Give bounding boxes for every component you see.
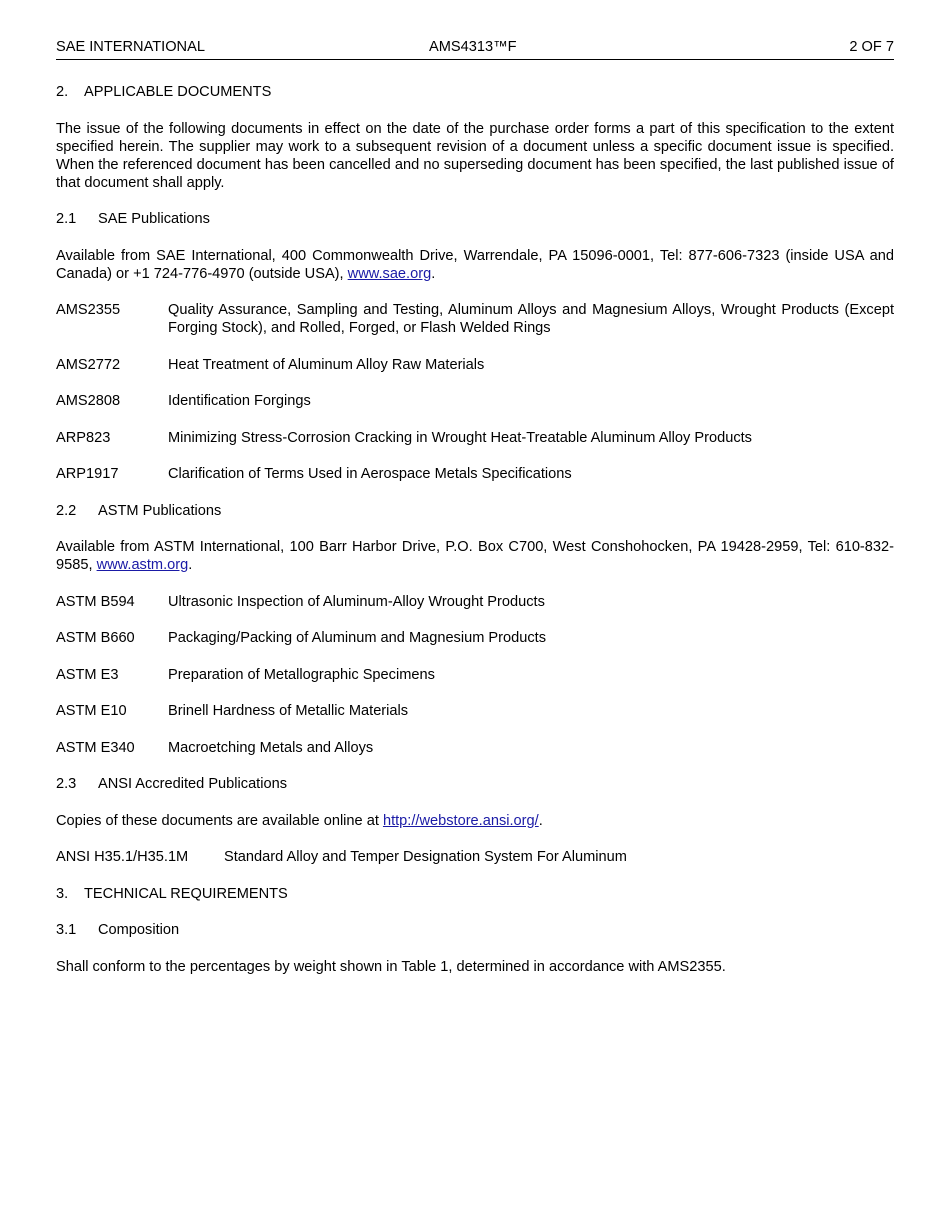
ref-row xyxy=(56,429,894,447)
ref-title: Preparation of Metallographic Specimens xyxy=(168,666,435,683)
section-2-2-heading xyxy=(56,502,894,520)
ref-row xyxy=(56,301,894,337)
ref-title: Standard Alloy and Temper Designation System For Aluminum xyxy=(224,849,627,865)
ref-title: Clarification of Terms Used in Aerospace Metals Specifications xyxy=(168,466,572,482)
astm-availability xyxy=(56,538,894,574)
ref-row xyxy=(56,848,894,866)
section-title: TECHNICAL REQUIREMENTS xyxy=(84,885,288,902)
availability-text: Available from ASTM International, 100 Barr Harbor Drive, P.O. Box C700, West Conshohocken, PA 19428-2959, Tel: 610-832-9585, xyxy=(56,539,894,573)
section-number: 3. xyxy=(56,885,69,902)
section-2-heading xyxy=(56,83,894,101)
availability-text: Available from SAE International, 400 Commonwealth Drive, Warrendale, PA 15096-0001, Tel: 877-606-7323 (inside USA and Canada) or +1 724-776-4970 (outside USA), xyxy=(56,247,894,282)
ref-code: ASTM E3 xyxy=(56,666,119,683)
ref-row xyxy=(56,356,894,374)
ref-code: ASTM B660 xyxy=(56,630,135,646)
section-number: 2.1 xyxy=(56,211,77,227)
ref-code: ASTM E340 xyxy=(56,739,135,756)
section-3-1-heading xyxy=(56,921,894,939)
punctuation: . xyxy=(188,557,193,573)
sae-link[interactable]: www.sae.org xyxy=(347,265,432,282)
section-2-1-heading xyxy=(56,210,894,228)
ref-title: Packaging/Packing of Aluminum and Magnesium Products xyxy=(168,630,547,646)
header-page-number: 2 OF 7 xyxy=(849,39,894,55)
ref-row xyxy=(56,465,894,483)
section-number: 2.2 xyxy=(56,502,77,519)
ref-code: AMS2355 xyxy=(56,302,121,318)
ref-title: Ultrasonic Inspection of Aluminum-Alloy Wrought Products xyxy=(168,593,545,610)
ref-code: ASTM E10 xyxy=(56,703,127,719)
section-2-3-heading xyxy=(56,775,894,793)
section-title: ASTM Publications xyxy=(98,502,222,519)
ref-code: ANSI H35.1/H35.1M xyxy=(56,849,189,865)
section-number: 3.1 xyxy=(56,922,77,938)
ref-row xyxy=(56,666,894,684)
ref-title: Brinell Hardness of Metallic Materials xyxy=(168,703,409,719)
ref-row xyxy=(56,629,894,647)
ref-code: ASTM B594 xyxy=(56,593,135,610)
section-number: 2. xyxy=(56,84,69,100)
ansi-availability xyxy=(56,812,894,830)
ref-row xyxy=(56,739,894,757)
section-3-heading xyxy=(56,885,894,903)
ref-title: Minimizing Stress-Corrosion Cracking in Wrought Heat-Treatable Aluminum Alloy Products xyxy=(168,429,752,446)
ansi-link[interactable]: http://webstore.ansi.org/ xyxy=(382,812,539,829)
punctuation: . xyxy=(538,812,543,829)
ref-code: ARP823 xyxy=(56,429,111,446)
ref-row xyxy=(56,392,894,410)
ref-title: Macroetching Metals and Alloys xyxy=(168,739,374,756)
header-doc-number: AMS4313™F xyxy=(429,39,517,55)
composition-text: Shall conform to the percentages by weight shown in Table 1, determined in accordance with AMS2355. xyxy=(56,958,726,975)
availability-text: Copies of these documents are available online at xyxy=(56,812,383,829)
section-number: 2.3 xyxy=(56,776,77,792)
section-title: ANSI Accredited Publications xyxy=(98,776,288,792)
ref-title: Heat Treatment of Aluminum Alloy Raw Materials xyxy=(168,356,485,373)
section-title: Composition xyxy=(98,922,180,938)
sae-availability xyxy=(56,247,894,283)
ref-code: AMS2808 xyxy=(56,393,121,409)
page-header xyxy=(56,38,894,60)
header-org: SAE INTERNATIONAL xyxy=(56,39,205,55)
astm-link[interactable]: www.astm.org xyxy=(96,557,189,573)
punctuation: . xyxy=(431,265,436,282)
document-body xyxy=(56,83,894,994)
section-title: SAE Publications xyxy=(98,211,210,227)
ref-code: ARP1917 xyxy=(56,466,119,482)
ref-code: AMS2772 xyxy=(56,356,121,373)
ref-row xyxy=(56,702,894,720)
section-title: APPLICABLE DOCUMENTS xyxy=(84,84,272,100)
ref-title: Quality Assurance, Sampling and Testing, Aluminum Alloys and Magnesium Alloys, Wrought Products (Except Forging Stock), and Rolled, Forged, or Flash Welded Rings xyxy=(168,302,894,336)
section-2-intro: The issue of the following documents in effect on the date of the purchase order forms a part of this specification to the extent specified herein. The supplier may work to a subsequent revision of a document unless a specific document issue is specified. When the referenced document has been cancelled and no superseding document has been specified, the last published issue of that document shall apply. xyxy=(56,120,894,191)
ref-row xyxy=(56,593,894,611)
ref-title: Identification Forgings xyxy=(168,393,311,409)
